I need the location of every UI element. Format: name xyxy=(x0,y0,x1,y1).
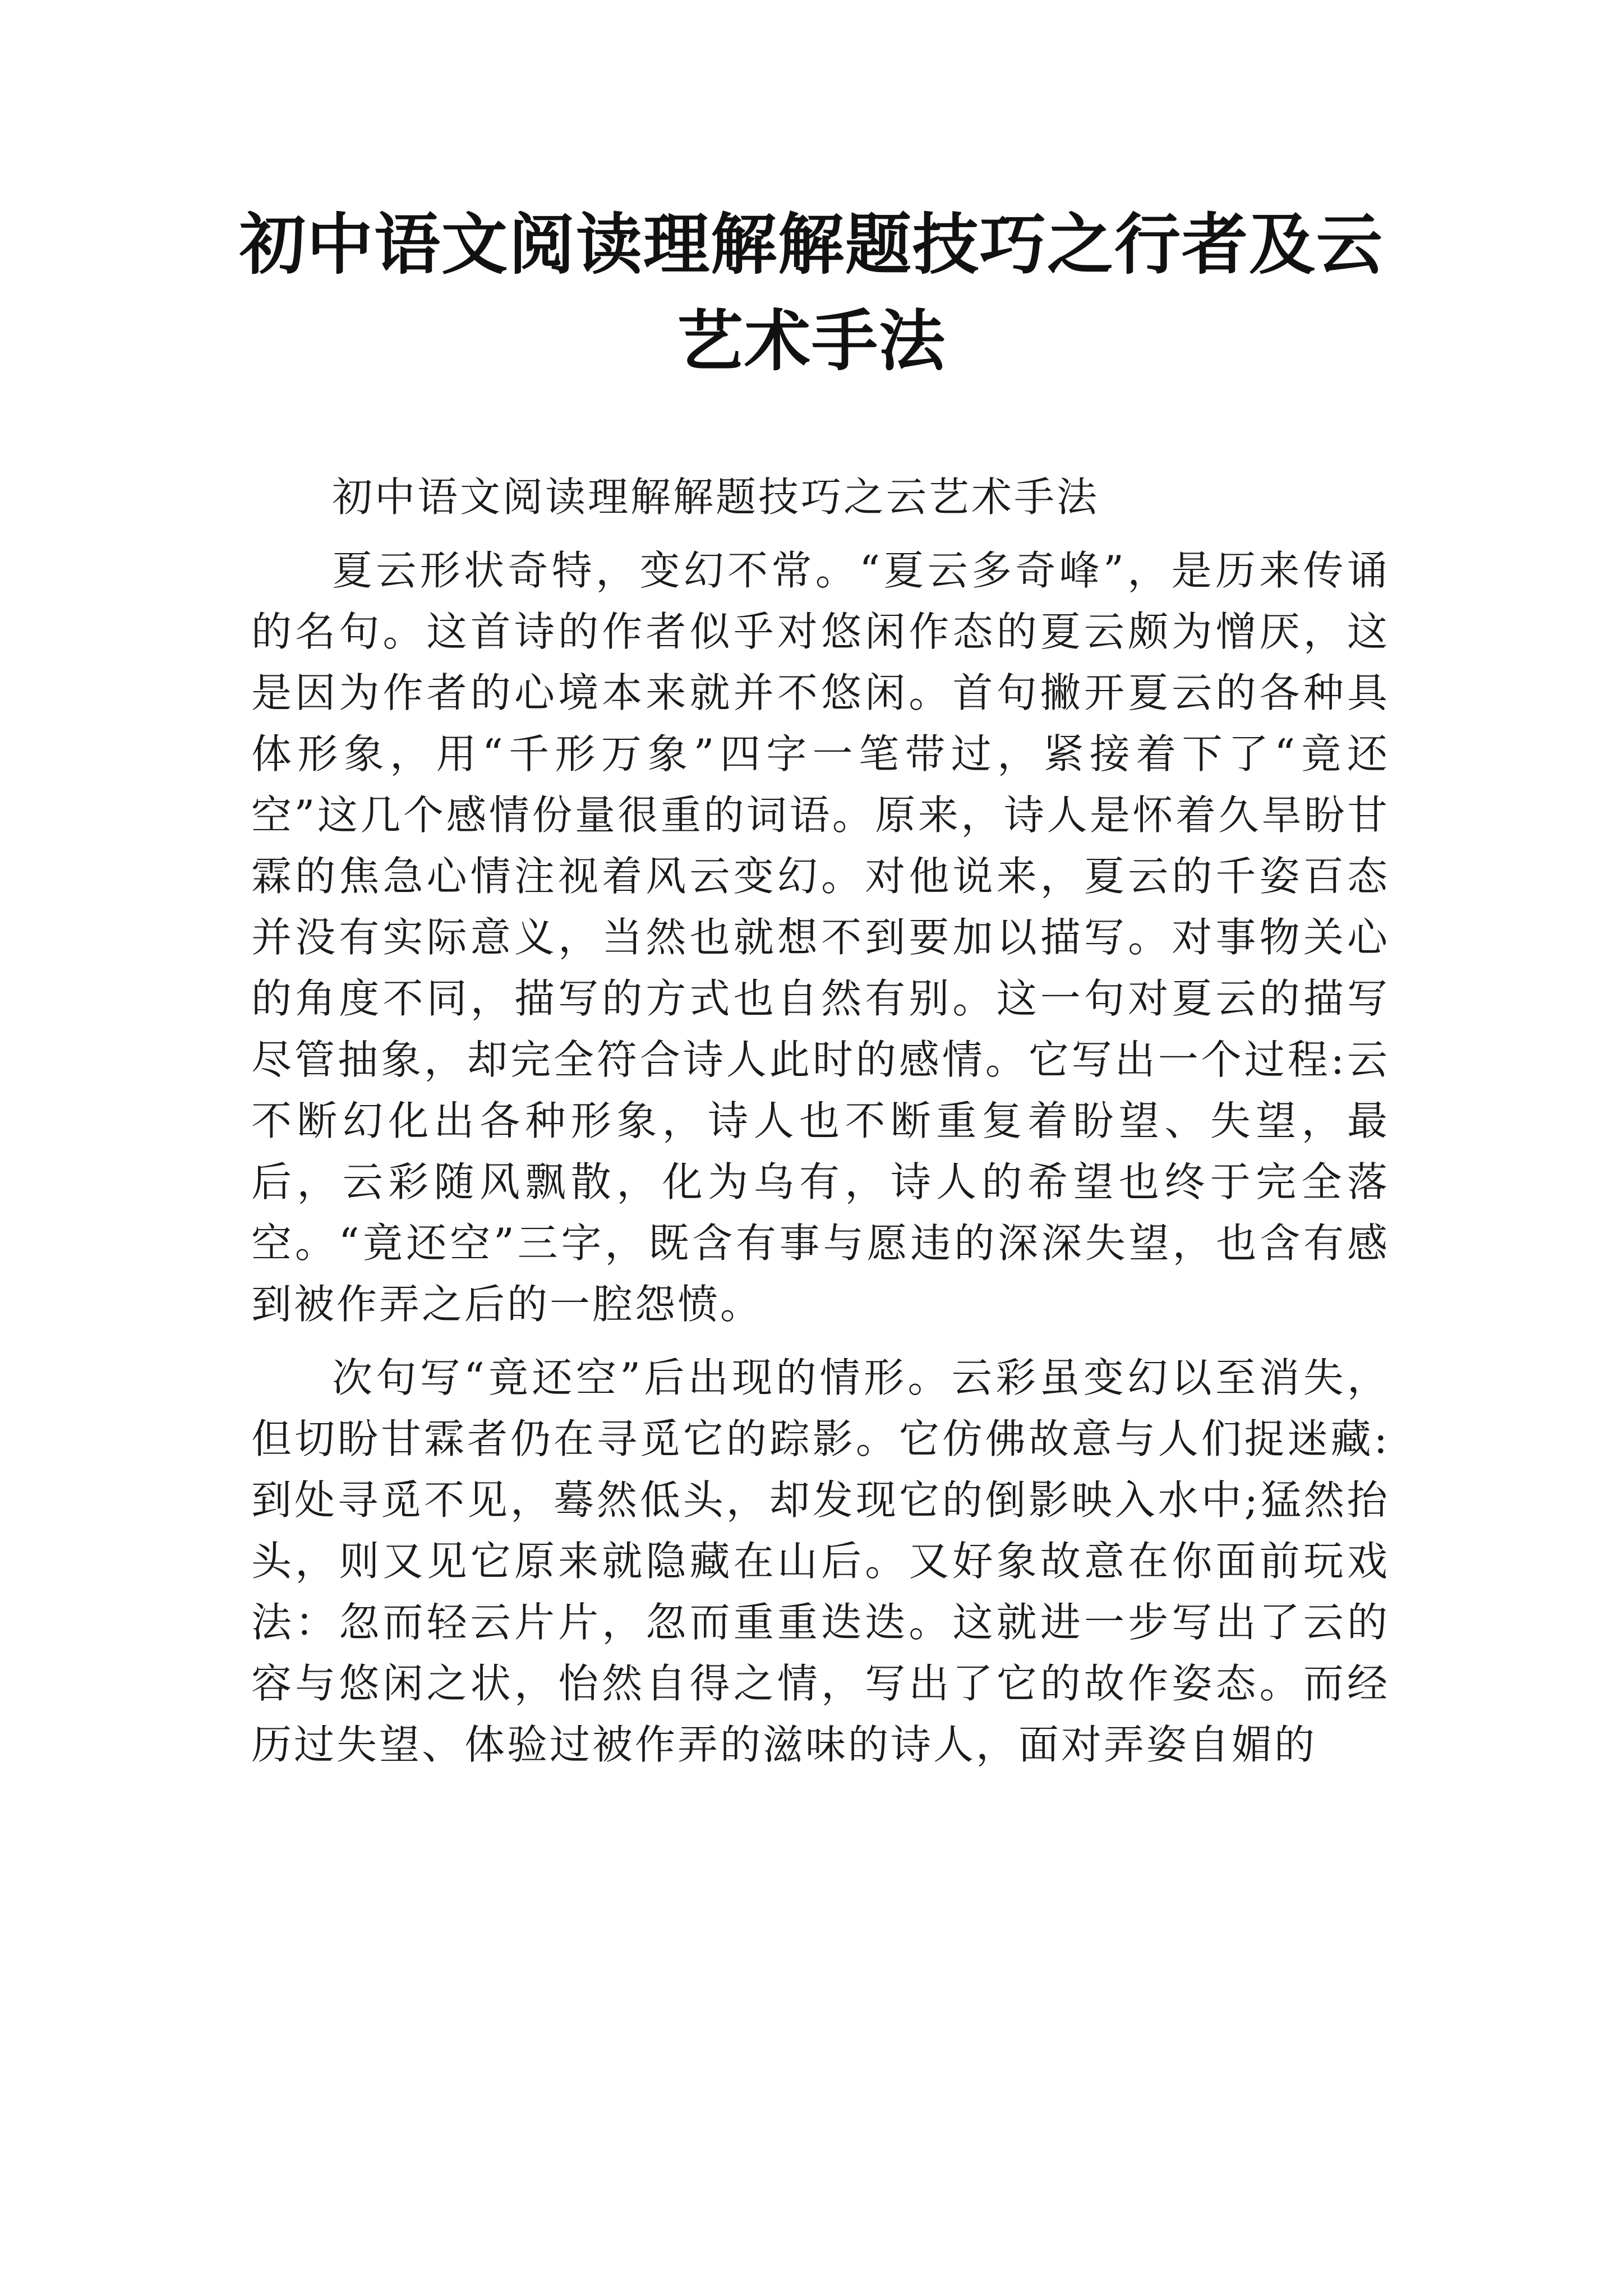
paragraph: 次句写“竟还空”后出现的情形。云彩虽变幻以至消失，但切盼甘霖者仍在寻觅它的踪影。它仿佛故意与人们捉迷藏:到处寻觅不见，蓦然低头，却发现它的倒影映入水中;猛然抬头，则又见它原来就隐藏在山后。又好象故意在你面前玩戏法：忽而轻云片片，忽而重重迭迭。这就进一步写出了云的容与悠闲之状，怡然自得之情，写出了它的故作姿态。而经历过失望、体验过被作弄的滋味的诗人，面对弄姿自媚的 xyxy=(251,1354,1390,1768)
paragraph-subtitle: 初中语文阅读理解解题技巧之云艺术手法 xyxy=(332,473,1100,521)
paragraph: 夏云形状奇特，变幻不常。“夏云多奇峰”，是历来传诵的名句。这首诗的作者似乎对悠闲作态的夏云颇为憎厌，这是因为作者的心境本来就并不悠闲。首句撇开夏云的各种具体形象，用“千形万象”四字一笔带过，紧接着下了“竟还空”这几个感情份量很重的词语。原来，诗人是怀着久旱盼甘霖的焦急心情注视着风云变幻。对他说来，夏云的千姿百态并没有实际意义，当然也就想不到要加以描写。对事物关心的角度不同，描写的方式也自然有别。这一句对夏云的描写尽管抽象，却完全符合诗人此时的感情。它写出一个过程:云不断幻化出各种形象，诗人也不断重复着盼望、失望，最后，云彩随风飘散，化为乌有，诗人的希望也终于完全落空。“竟还空”三字，既含有事与愿违的深深失望，也含有感到被作弄之后的一腔怨愤。 xyxy=(251,547,1390,1328)
document-body xyxy=(251,467,1390,1775)
document-title: 初中语文阅读理解解题技巧之行者及云艺术手法 xyxy=(239,205,1384,380)
